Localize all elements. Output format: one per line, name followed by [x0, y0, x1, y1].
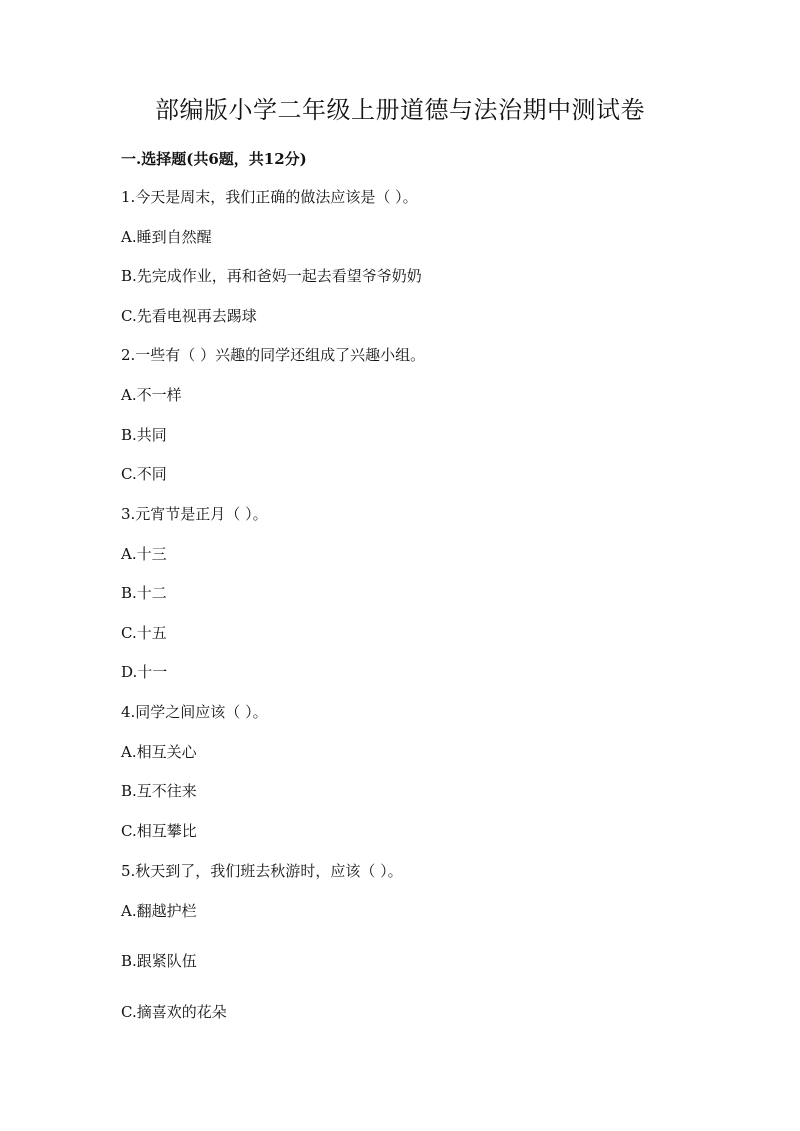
question-2-option-b: B.共同	[121, 426, 167, 444]
question-1-option-a: A.睡到自然醒	[121, 228, 212, 246]
question-1-option-c: C.先看电视再去踢球	[121, 307, 257, 325]
question-5-option-a: A.翻越护栏	[121, 902, 197, 920]
question-2-option-c: C.不同	[121, 465, 167, 483]
question-5-stem: 5.秋天到了，我们班去秋游时，应该（ ）。	[121, 862, 403, 880]
question-1-stem: 1.今天是周末，我们正确的做法应该是（ ）。	[121, 188, 418, 206]
question-2-stem: 2.一些有（ ）兴趣的同学还组成了兴趣小组。	[121, 346, 426, 364]
section-heading: 一.选择题(共6题，共12分)	[121, 150, 307, 168]
question-2-option-a: A.不一样	[121, 386, 182, 404]
question-3-option-a: A.十三	[121, 545, 167, 563]
question-3-option-c: C.十五	[121, 624, 167, 642]
question-4-option-c: C.相互攀比	[121, 822, 197, 840]
question-3-stem: 3.元宵节是正月（ ）。	[121, 505, 268, 523]
question-5-option-c: C.摘喜欢的花朵	[121, 1003, 227, 1021]
question-3-option-b: B.十二	[121, 584, 167, 602]
question-5-option-b: B.跟紧队伍	[121, 952, 197, 970]
question-1-option-b: B.先完成作业，再和爸妈一起去看望爷爷奶奶	[121, 267, 422, 285]
question-4-option-b: B.互不往来	[121, 782, 197, 800]
question-3-option-d: D.十一	[121, 663, 168, 681]
page-title: 部编版小学二年级上册道德与法治期中测试卷	[155, 96, 645, 124]
question-4-stem: 4.同学之间应该（ ）。	[121, 703, 268, 721]
question-4-option-a: A.相互关心	[121, 743, 197, 761]
